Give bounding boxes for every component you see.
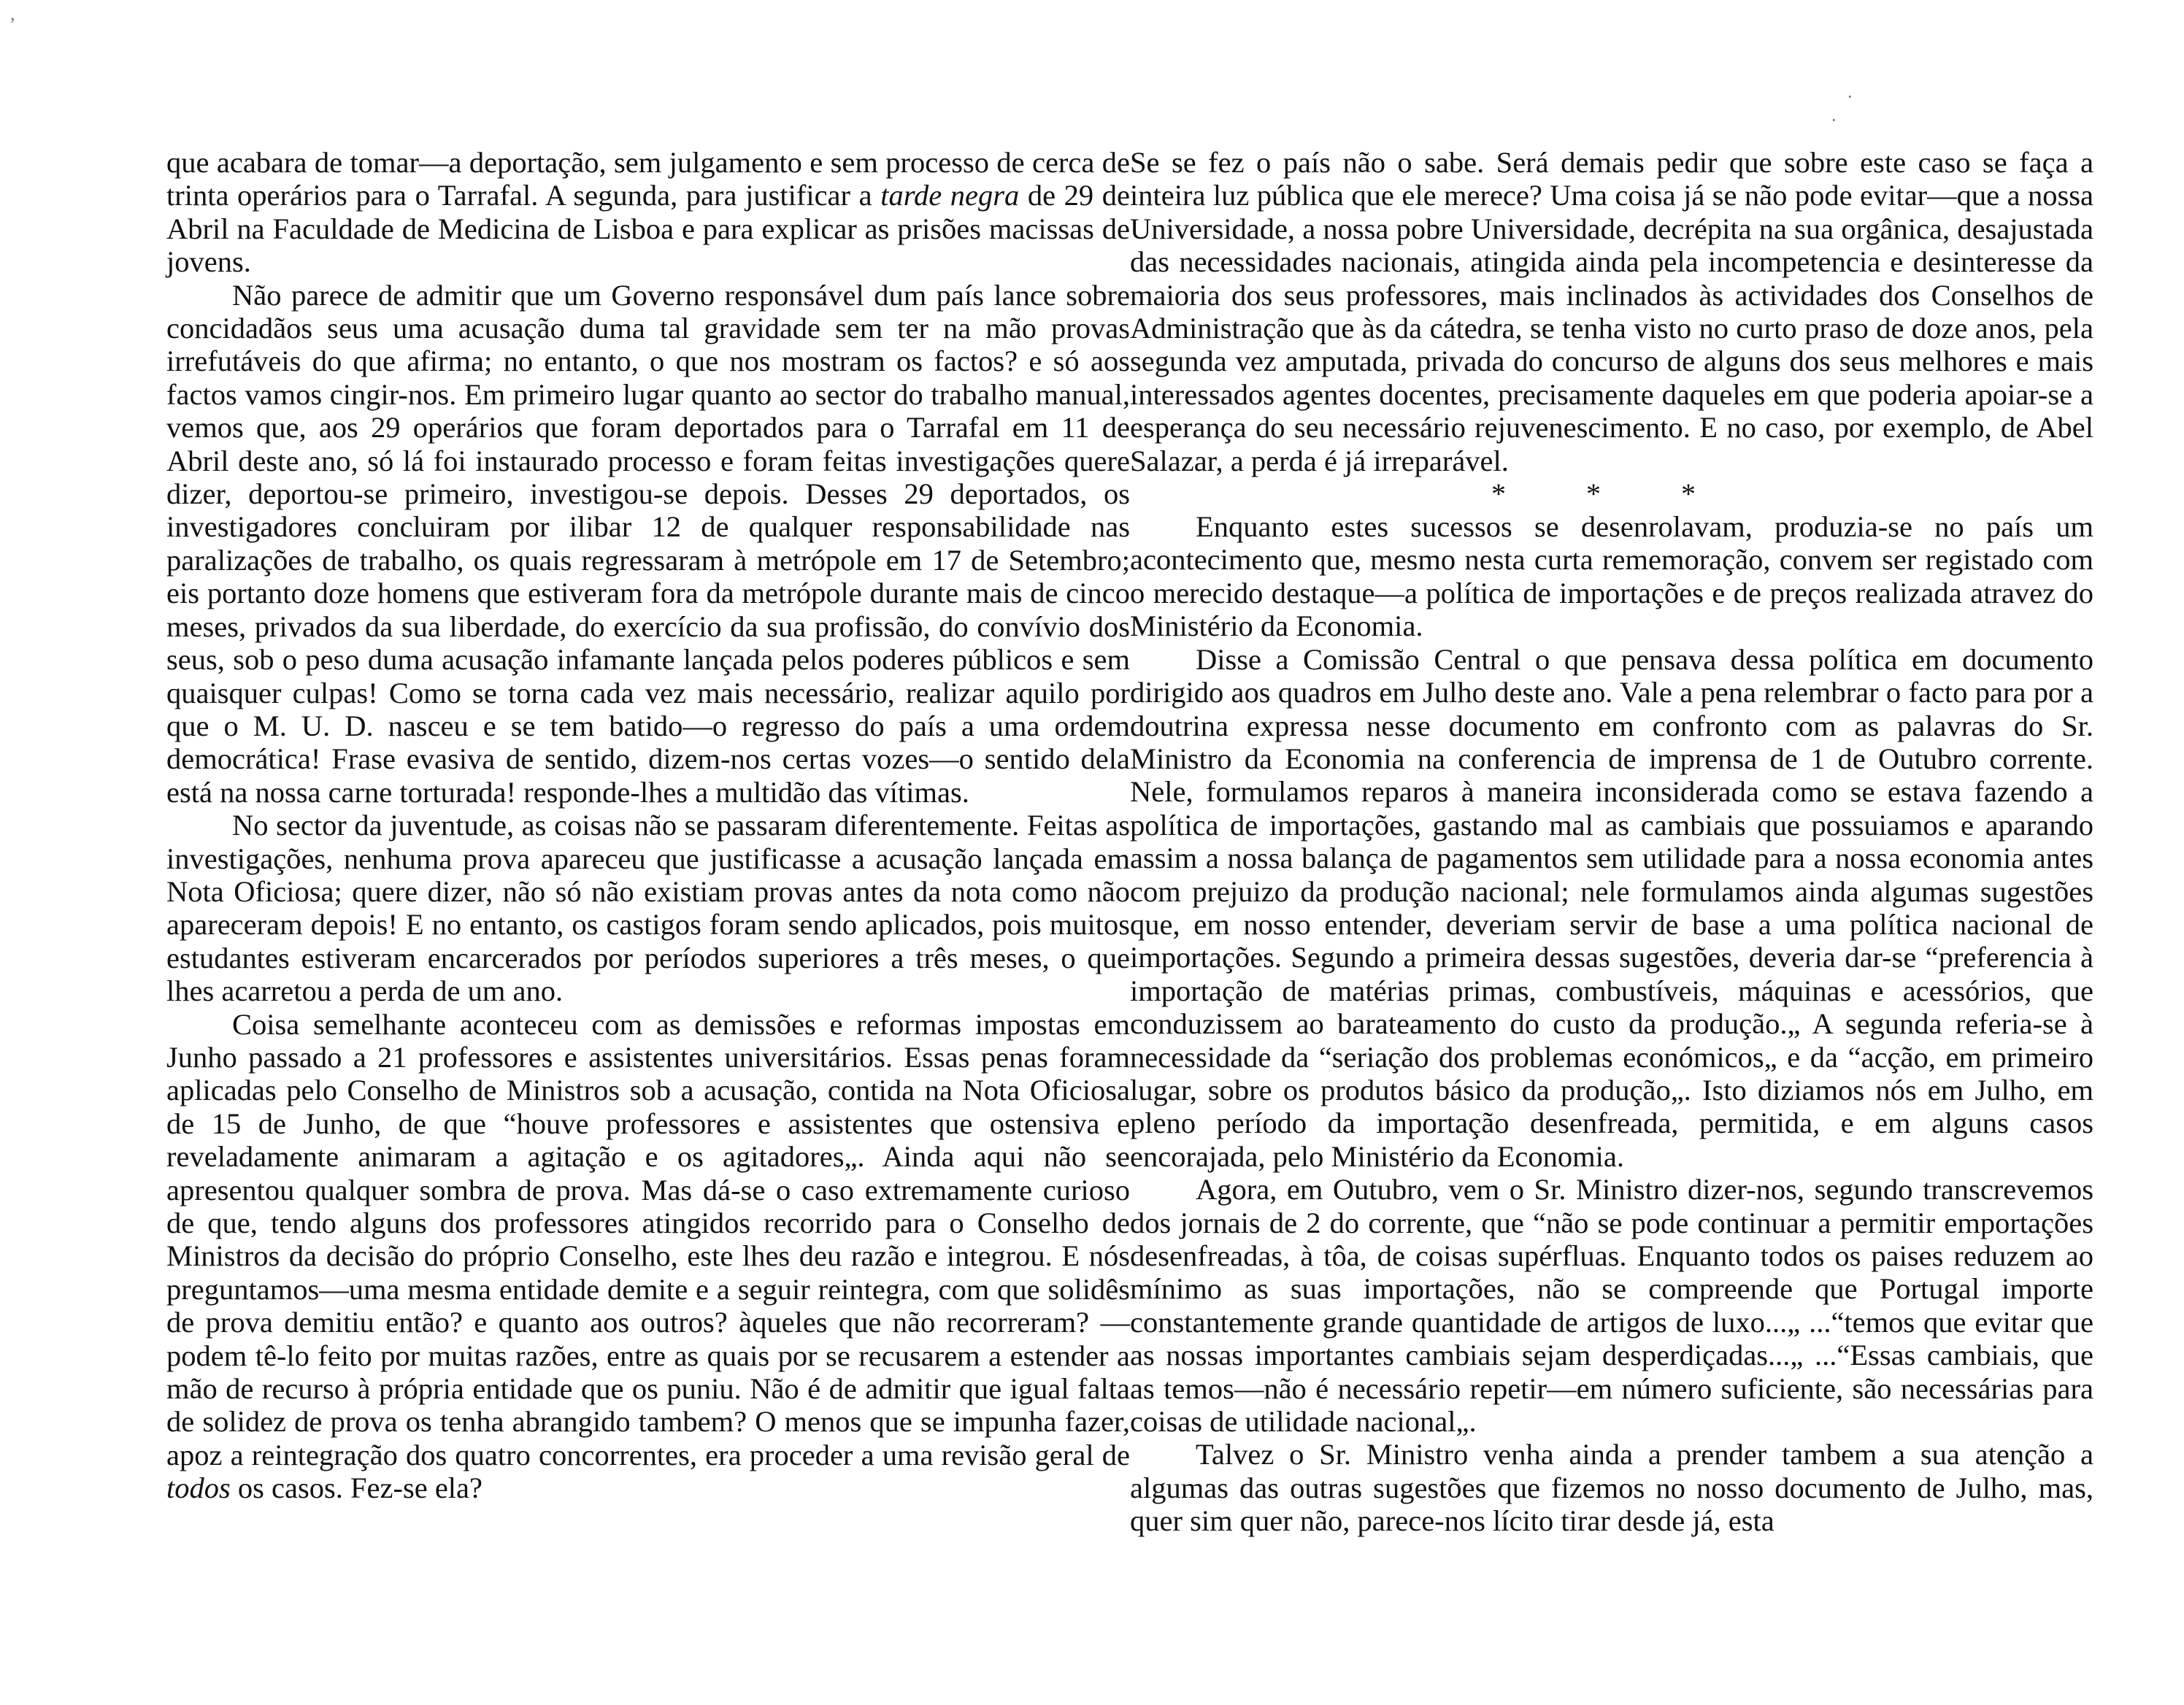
paragraph-text: que acabara de tomar—a deportação, sem julgamento e sem processo de cerca de trinta operários para o Tarrafal. A segunda, para justificar a: [166, 146, 1130, 212]
paragraph: [166, 1008, 1130, 1505]
paragraph: [1130, 146, 2093, 477]
scan-speck: ,: [10, 3, 15, 24]
paragraph-text: Talvez o Sr. Ministro venha ainda a prender tambem a sua atenção a algumas das outras sugestões que fizemos no nosso documento de Julho, mas, quer sim quer não, parece-nos lícito tirar desde já, esta: [1130, 1438, 2093, 1538]
paragraph-text: os casos. Fez-se ela?: [230, 1471, 483, 1505]
emphasis-text: todos: [166, 1471, 231, 1505]
paragraph-text: Se se fez o país não o sabe. Será demais pedir que sobre este caso se faça a inteira luz pública que ele merece? Uma coisa já se não pode evitar—que a nossa Universidade, a nossa pobre Universidade, decrépita na sua orgânica, desajustada das necessidades nacionais, atingida ainda pela incompetencia e desinteresse da maioria dos seus professores, mais inclinados às actividades dos Conselhos de Administração que às da cátedra, se tenha visto no curto praso de doze anos, pela segunda vez amputada, privada do concurso de alguns dos seus melhores e mais interessados agentes docentes, precisamente daqueles em que poderia apoiar-se a esperança do seu necessário rejuvenescimento. E no caso, por exemplo, de Abel Salazar, a perda é já irreparável.: [1130, 146, 2093, 477]
paragraph-text: Não parece de admitir que um Governo responsável dum país lance sobre concidadãos seus uma acusação duma tal gravidade sem ter na mão provas irrefutáveis do que afirma; no entanto, o que nos mostram os factos? e só aos factos vamos cingir-nos. Em primeiro lugar quanto ao sector do trabalho manual, vemos que, aos 29 operários que foram deportados para o Tarrafal em 11 de Abril deste ano, só lá foi instaurado processo e foram feitas investigações quere dizer, deportou-se primeiro, investigou-se depois. Desses 29 deportados, os investigadores concluiram por ilibar 12 de qualquer responsabilidade nas paralizações de trabalho, os quais regressaram à metrópole em 17 de Setembro; eis portanto doze homens que estiveram fora da metrópole durante mais de cinco meses, privados da sua liberdade, do exercício da sua profissão, do convívio dos seus, sob o peso duma acusação infamante lançada pelos poderes públicos e sem quaisquer culpas! Como se torna cada vez mais necessário, realizar aquilo por que o M. U. D. nasceu e se tem batido—o regresso do país a uma ordem democrática! Frase evasiva de sentido, dizem-nos certas vozes—o sentido dela está na nossa carne torturada! responde-lhes a multidão das vítimas.: [166, 278, 1130, 809]
paragraph-text: de 29 de Abril na Faculdade de Medicina de Lisboa e para explicar as prisões macissas de jovens.: [166, 179, 1130, 279]
paragraph: [1130, 1173, 2093, 1438]
paragraph: [166, 146, 1130, 279]
paragraph-text: No sector da juventude, as coisas não se passaram diferentemente. Feitas as investigações, nenhuma prova apareceu que justificasse a acusação lançada em Nota Oficiosa; quere dizer, não só não existiam provas antes da nota como não apareceram depois! E no entanto, os castigos foram sendo aplicados, pois muitos estudantes estiveram encarcerados por períodos superiores a três meses, o que lhes acarretou a perda de um ano.: [166, 809, 1130, 1008]
paragraph: [166, 809, 1130, 1007]
scan-speck: ·: [1847, 86, 1853, 107]
paragraph-text: Agora, em Outubro, vem o Sr. Ministro dizer-nos, segundo transcrevemos dos jornais de 2 do corrente, que “não se pode continuar a permitir emportações desenfreadas, à tôa, de coisas supérfluas. Enquanto todos os paises reduzem ao mínimo as suas importações, não se compreende que Portugal importe constantemente grande quantidade de artigos de luxo...„ ...“temos que evitar que as nossas importantes cambiais sejam desperdiçadas...„ ...“Essas cambiais, que as temos—não é necessário repetir—em número suficiente, são necessárias para coisas de utilidade nacional„.: [1130, 1173, 2093, 1439]
paragraph: [1130, 510, 2093, 643]
left-column: [166, 146, 1130, 1505]
paragraph-text: Coisa semelhante aconteceu com as demissões e reformas impostas em Junho passado a 21 professores e assistentes universitários. Essas penas foram aplicadas pelo Conselho de Ministros sob a acusação, contida na Nota Oficiosa de 15 de Junho, de que “houve professores e assistentes que ostensiva e reveladamente animaram a agitação e os agitadores„. Ainda aqui não se apresentou qualquer sombra de prova. Mas dá-se o caso extremamente curioso de que, tendo alguns dos professores atingidos recorrido para o Conselho de Ministros da decisão do próprio Conselho, este lhes deu razão e integrou. E nós preguntamos—uma mesma entidade demite e a seguir reintegra, com que solidês de prova demitiu então? e quanto aos outros? àqueles que não recorreram? — podem tê-lo feito por muitas razões, entre as quais por se recusarem a estender a mão de recurso à própria entidade que os puniu. Não é de admitir que igual falta de solidez de prova os tenha abrangido tambem? O menos que se impunha fazer, apoz a reintegração dos quatro concorrentes, era proceder a uma revisão geral de: [166, 1007, 1130, 1471]
section-asterism: * * *: [1491, 477, 1732, 511]
emphasis-text: tarde negra: [880, 179, 1020, 212]
paragraph: [1130, 643, 2093, 1174]
scan-speck: ·: [1831, 109, 1837, 131]
paragraph: [1130, 1438, 2093, 1537]
paragraph: [166, 279, 1130, 809]
right-column: [1130, 146, 2093, 1538]
paragraph-text: Disse a Comissão Central o que pensava dessa política em documento dirigido aos quadros em Julho deste ano. Vale a pena relembrar o facto para por a doutrina expressa nesse documento em confronto com as palavras do Sr. Ministro da Economia na conferencia de imprensa de 1 de Outubro corrente. Nele, formulamos reparos à maneira inconsiderada como se estava fazendo a política de importações, gastando mal as cambiais que possuiamos e aparando assim a nossa balança de pagamentos sem utilidade para a nossa economia antes com prejuizo da produção nacional; nele formulamos ainda algumas sugestões que, em nosso entender, deveriam servir de base a uma política nacional de importações. Segundo a primeira dessas sugestões, deveria dar-se “preferencia à importação de matérias primas, combustíveis, máquinas e acessórios, que conduzissem ao barateamento do custo da produção.„ A segunda referia-se à necessidade da “seriação dos problemas económicos„ e da “acção, em primeiro lugar, sobre os produtos básico da produção„. Isto diziamos nós em Julho, em pleno período da importação desenfreada, permitida, e em alguns casos encorajada, pelo Ministério da Economia.: [1130, 642, 2093, 1173]
paragraph-text: Enquanto estes sucessos se desenrolavam, produzia-se no país um acontecimento que, mesmo nesta curta rememoração, convem ser registado com o merecido destaque—a política de importações e de preços realizada atravez do Ministério da Economia.: [1130, 510, 2093, 643]
